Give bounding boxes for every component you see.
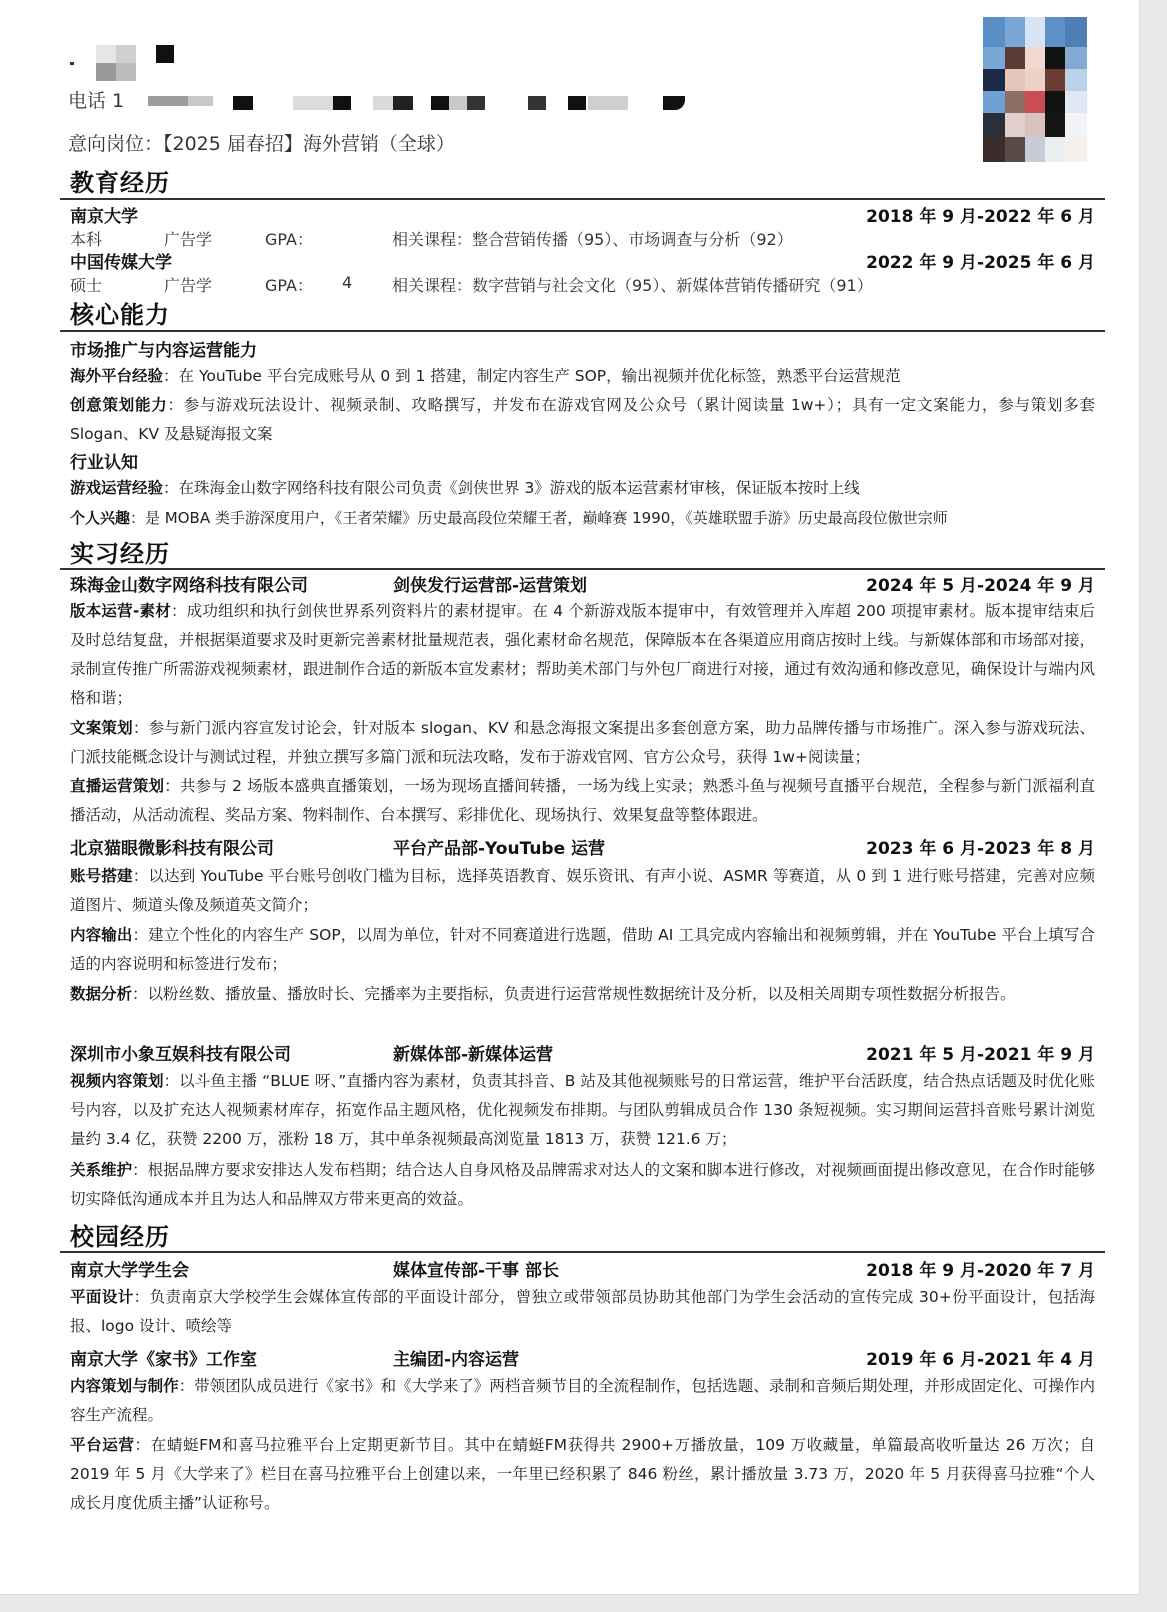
section-divider xyxy=(60,568,1105,570)
section-title-campus: 校园经历 xyxy=(70,1223,170,1251)
job-item: 版本运营-素材：成功组织和执行剑侠世界系列资料片的素材提审。在 4 个新游戏版本提审中，有效管理并入库超 200 项提审素材。版本提审结束后及时总结复盘，并根据渠道要求及时更新完善素材批量规范表，强化素材命名规范，保障版本在各渠道应用商店按时上线。与新媒体部和市场部对接，录制宣传推广所需游戏视频素材，跟进制作合适的新版本宣发素材；帮助美术部门与外包厂商进行对接，通过有效沟通和修改意见，确保设计与端内风格和谐； xyxy=(70,602,1095,707)
job-item: 内容输出：建立个性化的内容生产 SOP，以周为单位，针对不同赛道进行选题，借助 AI 工具完成内容输出和视频剪辑，并在 YouTube 平台上填写合适的内容说明和标签进行发布； xyxy=(70,926,1095,973)
job-date: 2023 年 6 月-2023 年 8 月 xyxy=(866,839,1095,859)
org-name: 南京大学《家书》工作室 xyxy=(70,1350,257,1370)
skill-item: 游戏运营经验：在珠海金山数字网络科技有限公司负责《剑侠世界 3》游戏的版本运营素材审核，保证版本按时上线 xyxy=(70,479,860,497)
job-item: 账号搭建：以达到 YouTube 平台账号创收门槛为目标，选择英语教育、娱乐资讯、有声小说、ASMR 等赛道，从 0 到 1 进行账号搭建，完善对应频道图片、频道头像及频道英文简介； xyxy=(70,867,1095,914)
section-divider xyxy=(60,330,1105,332)
intent-position: 意向岗位：【2025 届春招】海外营销（全球） xyxy=(68,133,455,155)
job-item: 平台运营：在蜻蜓FM和喜马拉雅平台上定期更新节目。其中在蜻蜓FM获得共 2900+万播放量，109 万收藏量，单篇最高收听量达 26 万次；自 2019 年 5 月《大学来了》栏目在喜马拉雅平台上创建以来，一年里已经积累了 846 粉丝，累计播放量 3.73 万，2020 年 5 月获得喜马拉雅“个人成长月度优质主播”认证称号。 xyxy=(70,1436,1095,1512)
profile-photo xyxy=(983,17,1087,162)
job-item: 视频内容策划：以斗鱼主播 “BLUE 呀、”直播内容为素材，负责其抖音、B 站及其他视频账号的日常运营，维护平台活跃度，结合热点话题及时优化账号内容，以及扩充达人视频素材库存，拓宽作品主题风格，优化视频发布排期。与团队剪辑成员合作 130 条短视频。实习期间运营抖音账号累计浏览量约 3.4 亿，获赞 2200 万，涨粉 18 万，其中单条视频最高浏览量 1813 万，获赞 121.6 万； xyxy=(70,1072,1095,1148)
section-title-internship: 实习经历 xyxy=(70,540,170,568)
courses: 相关课程：数字营销与社会文化（95）、新媒体营销传播研究（91） xyxy=(392,276,873,295)
school-name: 南京大学 xyxy=(70,207,138,227)
job-position: 新媒体部-新媒体运营 xyxy=(393,1045,554,1065)
major: 广告学 xyxy=(164,276,213,295)
degree: 本科 xyxy=(70,230,103,249)
job-date: 2024 年 5 月-2024 年 9 月 xyxy=(866,576,1095,596)
section-divider xyxy=(60,198,1105,200)
company-name: 北京猫眼微影科技有限公司 xyxy=(70,839,274,859)
gpa-value: 4 xyxy=(342,273,353,292)
phone-mosaic xyxy=(118,96,758,112)
job-item: 文案策划：参与新门派内容宣发讨论会，针对版本 slogan、KV 和悬念海报文案提出多套创意方案，助力品牌传播与市场推广。深入参与游戏玩法、门派技能概念设计与测试过程，并独立撰写多篇门派和玩法攻略，发布于游戏官网、官方公众号，获得 1w+阅读量； xyxy=(70,719,1095,766)
skill-item: 海外平台经验：在 YouTube 平台完成账号从 0 到 1 搭建，制定内容生产 SOP，输出视频并优化标签，熟悉平台运营规范 xyxy=(70,367,901,385)
edu-date: 2022 年 9 月-2025 年 6 月 xyxy=(866,253,1095,273)
job-date: 2019 年 6 月-2021 年 4 月 xyxy=(866,1350,1095,1370)
job-item: 直播运营策划：共参与 2 场版本盛典直播策划，一场为现场直播间转播，一场为线上实录；熟悉斗鱼与视频号直播平台规范，全程参与新门派福利直播活动，从活动流程、奖品方案、物料制作、台本撰写、彩排优化、现场执行、效果复盘等整体跟进。 xyxy=(70,777,1095,824)
courses: 相关课程：整合营销传播（95）、市场调查与分析（92） xyxy=(392,230,793,249)
skill-item: 创意策划能力：参与游戏玩法设计、视频录制、攻略撰写，并发布在游戏官网及公众号（累计阅读量 1w+）；具有一定文案能力，参与策划多套 Slogan、KV 及悬疑海报文案 xyxy=(70,396,1095,443)
job-position: 媒体宣传部-干事 部长 xyxy=(393,1261,559,1281)
degree: 硕士 xyxy=(70,276,103,295)
gpa: GPA： xyxy=(265,230,313,249)
job-date: 2018 年 9 月-2020 年 7 月 xyxy=(866,1261,1095,1281)
major: 广告学 xyxy=(164,230,213,249)
phone-label: 电话 1 xyxy=(68,90,125,112)
section-title-education: 教育经历 xyxy=(70,169,170,197)
job-date: 2021 年 5 月-2021 年 9 月 xyxy=(866,1045,1095,1065)
job-position: 平台产品部-YouTube 运营 xyxy=(393,839,606,859)
org-name: 南京大学学生会 xyxy=(70,1261,189,1281)
job-item: 平面设计：负责南京大学校学生会媒体宣传部的平面设计部分，曾独立或带领部员协助其他部门为学生会活动的宣传完成 30+份平面设计，包括海报、logo 设计、喷绘等 xyxy=(70,1288,1095,1335)
skill-group-title: 市场推广与内容运营能力 xyxy=(70,341,257,361)
company-name: 深圳市小象互娱科技有限公司 xyxy=(70,1045,291,1065)
phone-row xyxy=(68,86,768,116)
name-mosaic xyxy=(68,40,188,86)
job-position: 剑侠发行运营部-运营策划 xyxy=(393,576,588,596)
job-item: 数据分析：以粉丝数、播放量、播放时长、完播率为主要指标，负责进行运营常规性数据统计及分析，以及相关周期专项性数据分析报告。 xyxy=(70,985,1016,1003)
gpa: GPA： xyxy=(265,276,313,295)
skill-item: 个人兴趣：是 MOBA 类手游深度用户，《王者荣耀》历史最高段位荣耀王者，巅峰赛 1990，《英雄联盟手游》历史最高段位傲世宗师 xyxy=(70,509,948,527)
job-position: 主编团-内容运营 xyxy=(393,1350,520,1370)
edu-date: 2018 年 9 月-2022 年 6 月 xyxy=(866,207,1095,227)
job-item: 关系维护：根据品牌方要求安排达人发布档期；结合达人自身风格及品牌需求对达人的文案和脚本进行修改，对视频画面提出修改意见，在合作时能够切实降低沟通成本并且为达人和品牌双方带来更高的效益。 xyxy=(70,1161,1095,1208)
job-item: 内容策划与制作：带领团队成员进行《家书》和《大学来了》两档音频节目的全流程制作，包括选题、录制和音频后期处理，并形成固定化、可操作内容生产流程。 xyxy=(70,1377,1095,1424)
company-name: 珠海金山数字网络科技有限公司 xyxy=(70,576,308,596)
school-name: 中国传媒大学 xyxy=(70,253,172,273)
section-title-skills: 核心能力 xyxy=(70,301,170,329)
skill-group-title: 行业认知 xyxy=(70,453,138,473)
section-divider xyxy=(60,1251,1105,1253)
